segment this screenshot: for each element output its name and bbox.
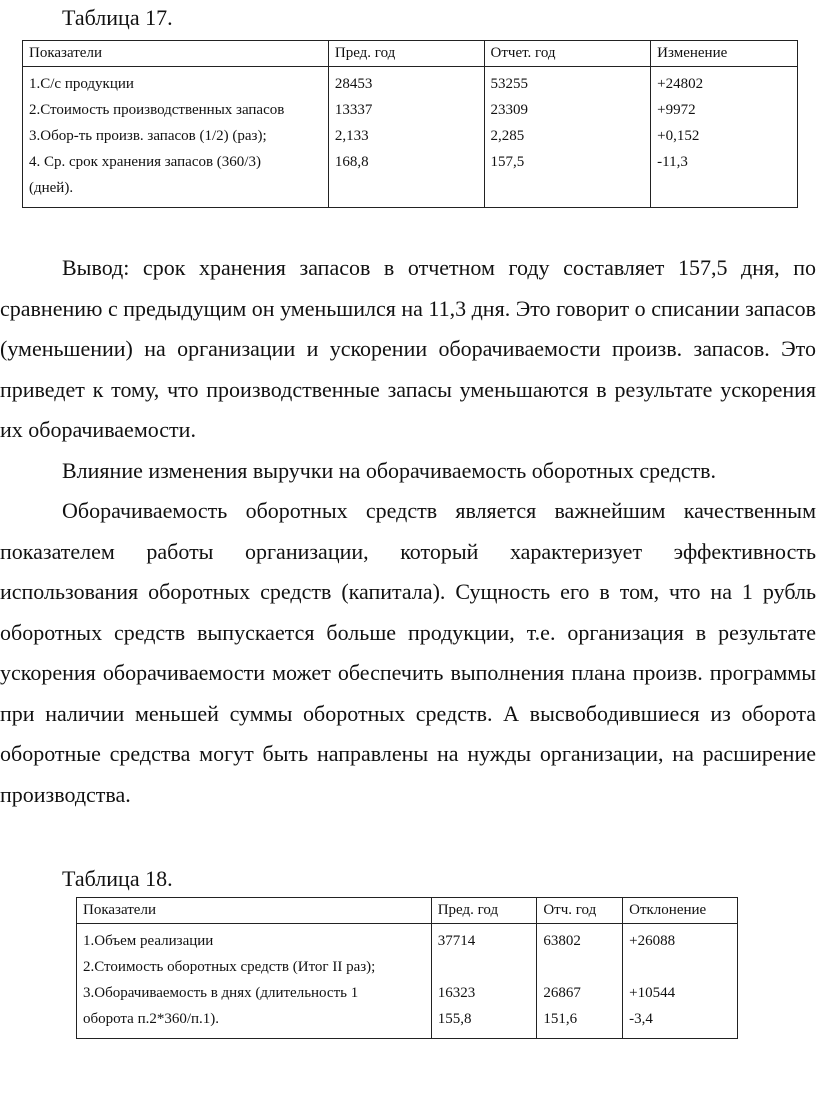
paragraph-revenue-influence: Влияние изменения выручки на оборачиваемость оборотных средств.: [62, 457, 717, 483]
table-18-col-deviation: [623, 924, 738, 1039]
table-17-col-report-year: [484, 67, 651, 208]
table-17-header-prev-year: Пред. год: [328, 41, 484, 67]
table-18-header-indicator: Показатели: [77, 898, 432, 924]
table-17-header-report-year: Отчет. год: [484, 41, 651, 67]
body-text: [0, 248, 816, 815]
table-cell: +9972: [657, 102, 696, 118]
table-cell: +24802: [657, 76, 704, 92]
table-cell: 2,285: [490, 128, 525, 144]
table-cell: 1.Объем реализации: [83, 933, 214, 949]
table-cell: 63802: [543, 933, 581, 949]
table-cell: +26088: [629, 933, 676, 949]
table-cell: (дней).: [29, 180, 74, 196]
table-18-header-row: [77, 898, 738, 924]
table-cell: 2.Стоимость производственных запасов: [29, 102, 285, 118]
table-cell: 37714: [437, 933, 476, 949]
table-18-header-deviation: Отклонение: [623, 898, 738, 924]
table-18-body-row: [77, 924, 738, 1039]
table-cell: 4. Ср. срок хранения запасов (360/3): [29, 154, 261, 170]
table-cell: оборота п.2*360/п.1).: [83, 1011, 220, 1027]
table-cell: +0,152: [657, 128, 700, 144]
table-cell: 13337: [334, 102, 373, 118]
table-cell: 26867: [543, 985, 581, 1001]
table-cell: [543, 954, 616, 980]
table-cell: 3.Обор-ть произв. запасов (1/2) (раз);: [29, 128, 267, 144]
table-cell: 151,6: [543, 1011, 578, 1027]
table-cell: 155,8: [437, 1011, 472, 1027]
table-cell: 3.Оборачиваемость в днях (длительность 1: [83, 985, 359, 1001]
table-cell: [438, 954, 531, 980]
table-17-col-change: [651, 67, 798, 208]
table-cell: 16323: [437, 985, 476, 1001]
table-17-col-prev-year: [328, 67, 484, 208]
table-cell: 53255: [490, 76, 529, 92]
table-cell: 168,8: [334, 154, 369, 170]
table-17-header-row: [23, 41, 798, 67]
table-18-header-prev-year: Пред. год: [431, 898, 537, 924]
table-18-col-indicator: [77, 924, 432, 1039]
table-17: [22, 40, 798, 208]
table-cell: -3,4: [629, 1011, 653, 1027]
table-cell: 28453: [334, 76, 373, 92]
table-cell: 2.Стоимость оборотных средств (Итог II раз);: [83, 959, 376, 975]
table-cell: +10544: [629, 985, 676, 1001]
table-18-col-prev-year: [431, 924, 537, 1039]
table-18-header-report-year: Отч. год: [537, 898, 623, 924]
table-17-header-change: Изменение: [651, 41, 798, 67]
table-17-body-row: [23, 67, 798, 208]
table-cell: -11,3: [657, 154, 688, 170]
paragraph-turnover: Оборачиваемость оборотных средств является важнейшим качественным показателем работы организации, который характеризует эффективность использования оборотных средств (капитала). Сущность его в том, что на 1 рубль оборотных средств выпускается больше продукции, т.е. организация в результате ускорения оборачиваемости может обеспечить выполнения плана произв. программы при наличии меньшей суммы оборотных средств. А высвободившиеся из оборота оборотные средства могут быть направлены на нужды организации, на расширение производства.: [0, 498, 816, 807]
table-17-caption: Таблица 17.: [62, 5, 173, 30]
table-18: [76, 897, 738, 1039]
table-18-col-report-year: [537, 924, 623, 1039]
table-cell: 2,133: [334, 128, 369, 144]
table-cell: 157,5: [490, 154, 525, 170]
table-17-header-indicator: Показатели: [23, 41, 329, 67]
table-cell: 23309: [490, 102, 529, 118]
table-cell: 1.С/с продукции: [29, 76, 134, 92]
table-17-col-indicator: [23, 67, 329, 208]
table-18-caption: Таблица 18.: [62, 866, 173, 891]
table-cell: [629, 954, 731, 980]
paragraph-conclusion: Вывод: срок хранения запасов в отчетном году составляет 157,5 дня, по сравнению с предыдущим он уменьшился на 11,3 дня. Это говорит о списании запасов (уменьшении) на организации и ускорении оборачиваемости произв. запасов. Это приведет к тому, что производственные запасы уменьшаются в результате ускорения их оборачиваемости.: [0, 255, 816, 442]
